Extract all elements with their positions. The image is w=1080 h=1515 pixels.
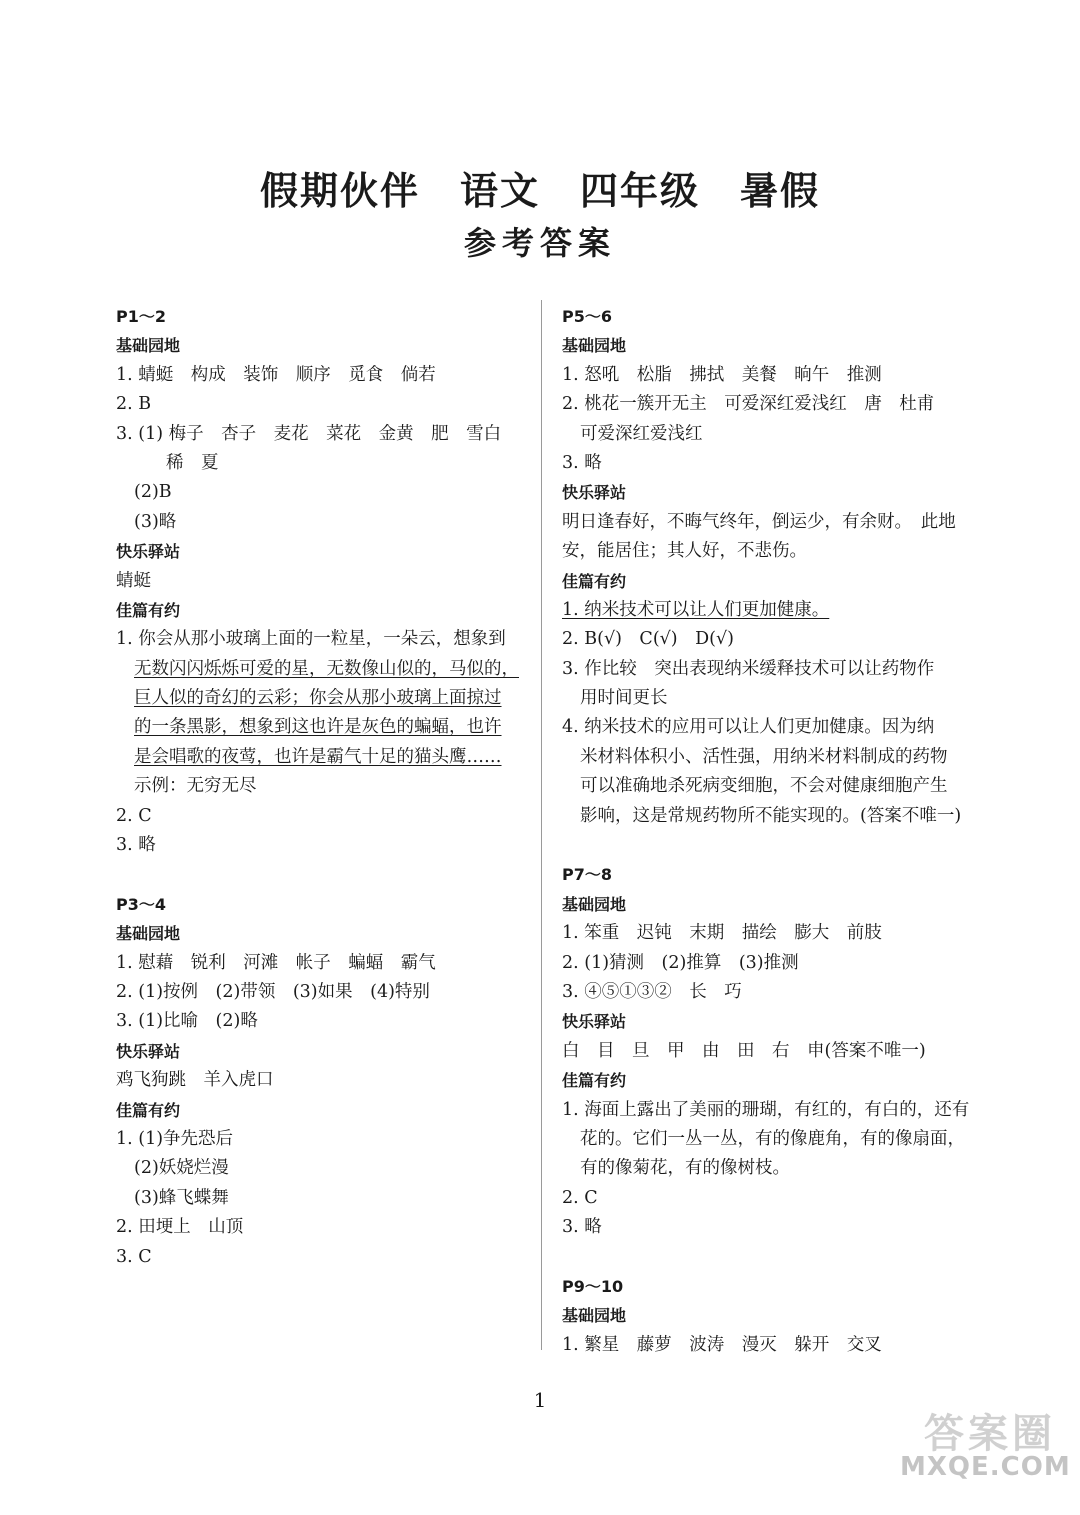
answer-line: 白 目 旦 甲 由 田 右 申(答案不唯一)	[562, 1040, 926, 1061]
answer-line: 2. 桃花一簇开无主 可爱深红爱浅红 唐 杜甫	[562, 394, 935, 415]
answer-line: 有的像菊花，有的像树枝。	[580, 1158, 790, 1179]
subsection-heading: 基础园地	[562, 1306, 627, 1326]
answer-line: 稀 夏	[166, 452, 219, 473]
answer-line: 无数闪闪烁烁可爱的星，无数像山似的，马似的，	[134, 658, 519, 679]
section-heading: P5～6	[562, 307, 612, 326]
subsection-heading: 快乐驿站	[116, 1041, 181, 1061]
answer-line: 3. 略	[116, 835, 156, 856]
subsection-heading: 基础园地	[116, 924, 181, 944]
answer-line: 可爱深红爱浅红	[580, 423, 703, 444]
answer-line: (3)蜂飞蝶舞	[134, 1187, 229, 1208]
answer-line: 蜻蜓	[116, 570, 151, 591]
answer-line: 1. 蜻蜓 构成 装饰 顺序 觅食 倘若	[116, 364, 436, 385]
answer-line: 2. 田埂上 山顶	[116, 1217, 244, 1238]
answer-line: 1. (1)争先恐后	[116, 1128, 234, 1149]
answer-line: 示例：无穷无尽	[134, 776, 257, 797]
subsection-heading: 佳篇有约	[116, 1100, 181, 1120]
answer-line: 1. 海面上露出了美丽的珊瑚，有红的，有白的，还有	[562, 1099, 970, 1120]
subsection-heading: 佳篇有约	[116, 600, 181, 620]
answer-line: 1. 笨重 迟钝 末期 描绘 膨大 前肢	[562, 923, 882, 944]
answer-line: 1. 纳米技术可以让人们更加健康。	[562, 599, 830, 620]
section-heading: P3～4	[116, 894, 166, 914]
subsection-heading: 快乐驿站	[562, 1012, 627, 1032]
answer-line: 影响，这是常规药物所不能实现的。(答案不唯一)	[580, 805, 962, 826]
subsection-heading: 佳篇有约	[562, 1071, 627, 1091]
answer-line: 2. B	[116, 394, 152, 415]
answer-line: 的一条黑影，想象到这也许是灰色的蝙蝠，也许	[134, 717, 502, 738]
page-subtitle: 参考答案	[463, 224, 616, 262]
answer-line: 3. C	[116, 1246, 152, 1267]
answer-line: 是会唱歌的夜莺，也许是霸气十足的猫头鹰……	[134, 746, 502, 767]
answer-line: 1. 怒吼 松脂 拂拭 美餐 晌午 推测	[562, 364, 882, 385]
answer-line: 2. C	[116, 805, 152, 826]
answer-line: 2. (1)猜测 (2)推算 (3)推测	[562, 952, 799, 973]
answer-line: 可以准确地杀死病变细胞，不会对健康细胞产生	[580, 776, 948, 797]
answer-line: 2. C	[562, 1187, 598, 1208]
watermark-logo: 答案圈	[924, 1411, 1056, 1457]
answer-line: 花的。它们一丛一丛，有的像鹿角，有的像扇面，	[580, 1128, 965, 1149]
answer-line: 3. (1) 梅子 杏子 麦花 菜花 金黄 肥 雪白	[116, 423, 502, 444]
answer-line: 巨人似的奇幻的云彩；你会从那小玻璃上面掠过	[134, 688, 502, 709]
subsection-heading: 基础园地	[562, 894, 627, 914]
answer-line: 2. (1)按例 (2)带领 (3)如果 (4)特别	[116, 981, 430, 1002]
answer-line: 3. (1)比喻 (2)略	[116, 1011, 258, 1032]
subsection-heading: 快乐驿站	[116, 542, 181, 562]
column-divider	[541, 300, 542, 1350]
answer-line: 3. 略	[562, 452, 602, 473]
answer-line: 1. 慰藉 锐利 河滩 帐子 蝙蝠 霸气	[116, 952, 436, 973]
answer-line: (2)妖娆烂漫	[134, 1158, 229, 1179]
subsection-heading: 基础园地	[562, 336, 627, 356]
answer-line: 安，能居住；其人好，不悲伤。	[562, 541, 807, 562]
answer-line: 米材料体积小、活性强，用纳米材料制成的药物	[580, 746, 948, 767]
section-heading: P9～10	[562, 1276, 624, 1296]
right-column	[562, 302, 982, 1360]
subsection-heading: 佳篇有约	[562, 571, 627, 591]
section-heading: P7～8	[562, 865, 612, 885]
answer-line: 1. 繁星 藤萝 波涛 漫灭 躲开 交叉	[562, 1334, 882, 1355]
subsection-heading: 基础园地	[116, 336, 181, 356]
answer-line: 鸡飞狗跳 羊入虎口	[116, 1070, 274, 1091]
left-column	[116, 302, 536, 1272]
answer-line: 2. B(√) C(√) D(√)	[562, 629, 734, 650]
answer-line: 3. 作比较 突出表现纳米缓释技术可以让药物作	[562, 658, 935, 679]
subsection-heading: 快乐驿站	[562, 483, 627, 503]
page-number: 1	[533, 1388, 547, 1412]
watermark-text: MXQE.COM	[900, 1452, 1071, 1482]
answer-line: 明日逢春好，不晦气终年，倒运少，有余财。 此地	[562, 511, 956, 532]
section-heading: P1～2	[116, 307, 166, 326]
answer-line: (2)B	[134, 482, 172, 503]
answer-line: (3)略	[134, 511, 177, 532]
answer-line: 3. ④⑤①③② 长 巧	[562, 981, 742, 1002]
page-title: 假期伙伴 语文 四年级 暑假	[259, 169, 820, 213]
answer-line: 用时间更长	[580, 688, 668, 709]
answer-line: 4. 纳米技术的应用可以让人们更加健康。因为纳	[562, 717, 935, 738]
answer-line: 3. 略	[562, 1217, 602, 1238]
answer-line: 1. 你会从那小玻璃上面的一粒星，一朵云，想象到	[116, 629, 506, 650]
